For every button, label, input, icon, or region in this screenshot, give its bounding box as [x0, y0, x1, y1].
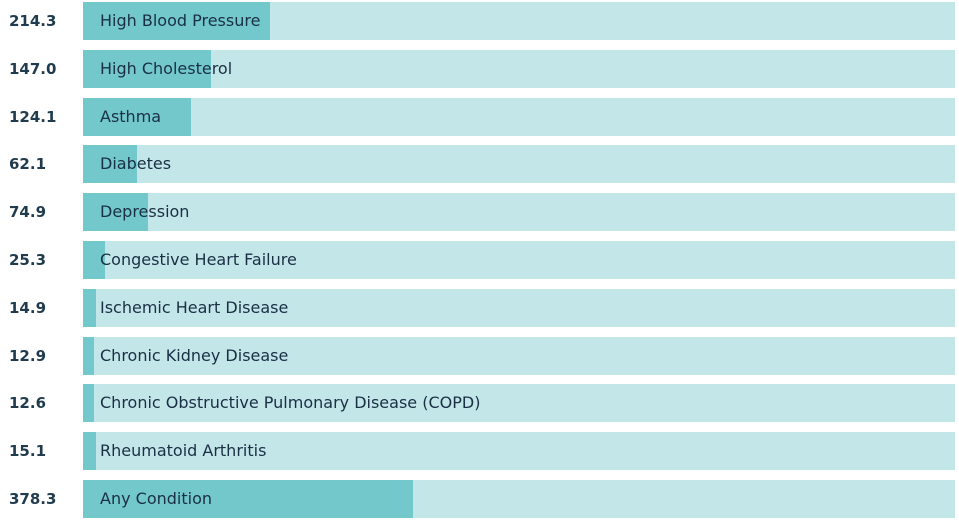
- bar-track: [83, 145, 955, 183]
- bar-track: [83, 432, 955, 470]
- bar-track: [83, 193, 955, 231]
- category-label: Rheumatoid Arthritis: [100, 441, 267, 461]
- value-label: 12.6: [9, 394, 47, 413]
- bar-track: [83, 241, 955, 279]
- bar: [83, 384, 94, 422]
- bar: [83, 289, 96, 327]
- category-label: Chronic Obstructive Pulmonary Disease (COPD): [100, 393, 481, 413]
- category-label: Diabetes: [100, 154, 172, 174]
- bar-track: [83, 289, 955, 327]
- bar: [83, 337, 94, 375]
- value-label: 12.9: [9, 346, 47, 365]
- bar-track: [83, 480, 955, 518]
- bar-track: [83, 98, 955, 136]
- bar-track: [83, 337, 955, 375]
- value-label: 14.9: [9, 298, 47, 317]
- category-label: High Cholesterol: [100, 58, 233, 78]
- category-label: Chronic Kidney Disease: [100, 345, 289, 365]
- value-label: 74.9: [9, 203, 47, 222]
- value-label: 124.1: [9, 107, 57, 126]
- category-label: High Blood Pressure: [100, 11, 261, 30]
- value-label: 62.1: [9, 155, 47, 174]
- value-label: 15.1: [9, 442, 47, 461]
- category-label: Asthma: [100, 106, 162, 126]
- value-label: 214.3: [9, 12, 57, 30]
- bar-track: [83, 50, 955, 88]
- value-label: 378.3: [9, 490, 57, 508]
- bar-track: [83, 2, 955, 40]
- category-label: Congestive Heart Failure: [100, 250, 297, 269]
- category-label: Depression: [100, 202, 190, 222]
- value-label: 25.3: [9, 251, 47, 269]
- bar-track: [83, 384, 955, 422]
- bar: [83, 432, 96, 470]
- value-label: 147.0: [9, 59, 57, 78]
- category-label: Any Condition: [100, 489, 212, 508]
- category-label: Ischemic Heart Disease: [100, 297, 289, 317]
